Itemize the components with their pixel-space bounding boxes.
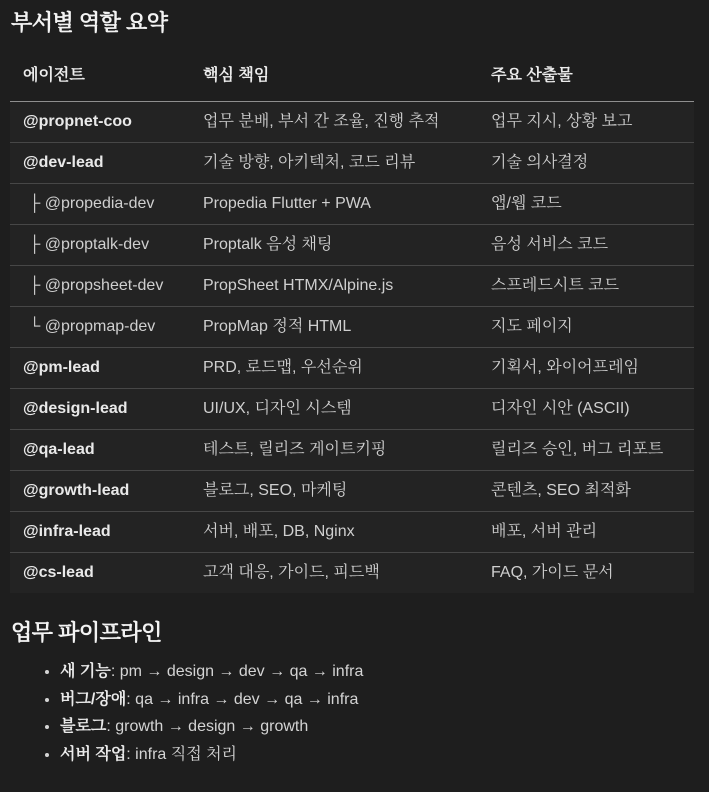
output-cell: 지도 페이지 (478, 307, 694, 348)
agent-name: @qa-lead (10, 430, 190, 471)
responsibility-cell: 테스트, 릴리즈 게이트키핑 (190, 430, 478, 471)
pipeline-item-flow: : infra 직접 처리 (126, 745, 238, 763)
pipeline-item-flow: : qa → infra → dev → qa → infra (126, 690, 359, 708)
pipeline-list (11, 658, 694, 768)
agent-name: └ @propmap-dev (10, 307, 190, 348)
responsibility-cell: PropMap 정적 HTML (190, 307, 478, 348)
responsibility-cell: 업무 분배, 부서 간 조율, 진행 추적 (190, 102, 478, 143)
responsibility-cell: UI/UX, 디자인 시스템 (190, 389, 478, 430)
agent-name: ├ @propsheet-dev (10, 266, 190, 307)
table-header-row (10, 44, 694, 102)
output-cell: 콘텐츠, SEO 최적화 (478, 471, 694, 512)
table-row (10, 143, 694, 184)
agent-name: @dev-lead (10, 143, 190, 184)
output-cell: FAQ, 가이드 문서 (478, 553, 694, 594)
output-cell: 기획서, 와이어프레임 (478, 348, 694, 389)
output-cell: 릴리즈 승인, 버그 리포트 (478, 430, 694, 471)
output-cell: 스프레드시트 코드 (478, 266, 694, 307)
responsibility-cell: Proptalk 음성 채팅 (190, 225, 478, 266)
responsibility-cell: 기술 방향, 아키텍처, 코드 리뷰 (190, 143, 478, 184)
responsibility-cell: Propedia Flutter + PWA (190, 184, 478, 225)
pipeline-item-flow: : growth → design → growth (106, 718, 309, 735)
table-row (10, 430, 694, 471)
output-cell: 기술 의사결정 (478, 143, 694, 184)
agent-name: @pm-lead (10, 348, 190, 389)
table-row-sub (10, 184, 694, 225)
pipeline-item (60, 741, 694, 769)
output-cell: 배포, 서버 관리 (478, 512, 694, 553)
roles-table (10, 44, 694, 593)
agent-name: @design-lead (10, 389, 190, 430)
table-row-sub (10, 225, 694, 266)
output-cell: 음성 서비스 코드 (478, 225, 694, 266)
col-header-output: 주요 산출물 (478, 44, 694, 102)
output-cell: 디자인 시안 (ASCII) (478, 389, 694, 430)
agent-name: @growth-lead (10, 471, 190, 512)
pipeline-item-flow: : pm → design → dev → qa → infra (110, 663, 364, 680)
pipeline-item (60, 658, 694, 686)
col-header-responsibility: 핵심 책임 (190, 44, 478, 102)
table-row-sub (10, 266, 694, 307)
pipeline-item-label: 버그/장애 (60, 690, 127, 708)
responsibility-cell: 고객 대응, 가이드, 피드백 (190, 553, 478, 594)
section-title-pipeline: 업무 파이프라인 (11, 620, 162, 645)
responsibility-cell: PRD, 로드맵, 우선순위 (190, 348, 478, 389)
pipeline-item (60, 686, 694, 714)
pipeline-item-label: 블로그 (60, 718, 107, 735)
agent-name: @infra-lead (10, 512, 190, 553)
table-row (10, 512, 694, 553)
table-row-sub (10, 307, 694, 348)
responsibility-cell: 블로그, SEO, 마케팅 (190, 471, 478, 512)
pipeline-item-label: 새 기능 (60, 663, 111, 680)
pipeline-item-label: 서버 작업 (60, 745, 127, 763)
pipeline-item (60, 713, 694, 741)
table-row (10, 553, 694, 594)
table-row (10, 102, 694, 143)
agent-name: ├ @propedia-dev (10, 184, 190, 225)
table-row (10, 389, 694, 430)
section-title-roles: 부서별 역할 요약 (11, 10, 168, 35)
responsibility-cell: PropSheet HTMX/Alpine.js (190, 266, 478, 307)
agent-name: ├ @proptalk-dev (10, 225, 190, 266)
table-row (10, 348, 694, 389)
agent-name: @propnet-coo (10, 102, 190, 143)
col-header-agent: 에이전트 (10, 44, 190, 102)
output-cell: 앱/웹 코드 (478, 184, 694, 225)
responsibility-cell: 서버, 배포, DB, Nginx (190, 512, 478, 553)
agent-name: @cs-lead (10, 553, 190, 594)
output-cell: 업무 지시, 상황 보고 (478, 102, 694, 143)
table-row (10, 471, 694, 512)
